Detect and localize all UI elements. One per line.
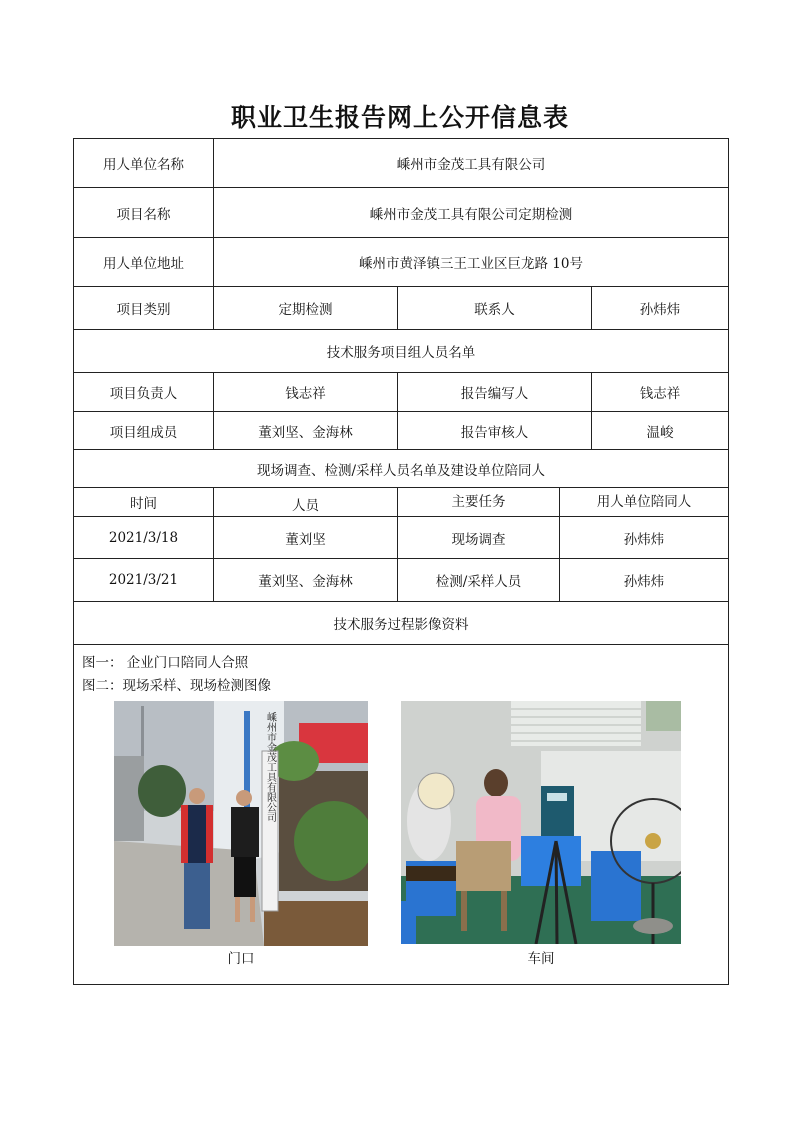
members-value: 董刘坚、金海林 bbox=[214, 412, 398, 449]
contact-label: 联系人 bbox=[398, 287, 592, 329]
leader-value: 钱志祥 bbox=[214, 373, 398, 411]
entrance-photo bbox=[114, 701, 368, 946]
row-project-type bbox=[74, 287, 728, 330]
header-staff: 人员 bbox=[214, 488, 398, 516]
project-name-value: 嵊州市金茂工具有限公司定期检测 bbox=[369, 206, 573, 223]
employer-address-label: 用人单位地址 bbox=[74, 238, 214, 286]
row-team-members bbox=[74, 412, 728, 450]
page-title: 职业卫生报告网上公开信息表 bbox=[230, 103, 569, 132]
figure1-caption: 图一： 企业门口陪同人合照 bbox=[82, 655, 249, 671]
header-task: 主要任务 bbox=[398, 488, 560, 516]
row-employer-address bbox=[74, 238, 728, 287]
fieldwork-staff: 董刘坚、金海林 bbox=[214, 559, 398, 601]
fieldwork-escort: 孙炜炜 bbox=[623, 531, 665, 548]
fieldwork-date: 2021/3/21 bbox=[74, 559, 214, 601]
header-escort: 用人单位陪同人 bbox=[596, 494, 692, 510]
members-label: 项目组成员 bbox=[74, 412, 214, 449]
employer-name-value: 嵊州市金茂工具有限公司 bbox=[396, 157, 546, 173]
team-section-title: 技术服务项目组人员名单 bbox=[326, 345, 476, 361]
header-date: 时间 bbox=[74, 488, 214, 516]
reviewer-value: 温峻 bbox=[646, 424, 674, 441]
row-project-name bbox=[74, 188, 728, 238]
reviewer-label: 报告审核人 bbox=[398, 412, 592, 449]
row-images-title bbox=[74, 602, 728, 645]
employer-name-label: 用人单位名称 bbox=[74, 139, 214, 187]
fieldwork-row bbox=[74, 559, 728, 602]
fieldwork-section-title: 现场调查、检测/采样人员名单及建设单位陪同人 bbox=[256, 462, 546, 479]
row-employer-name bbox=[74, 139, 728, 188]
figure2-caption: 图二：现场采样、现场检测图像 bbox=[82, 678, 271, 694]
fieldwork-row bbox=[74, 517, 728, 559]
contact-value: 孙炜炜 bbox=[639, 302, 681, 318]
row-fieldwork-title bbox=[74, 450, 728, 488]
fieldwork-date: 2021/3/18 bbox=[74, 517, 214, 558]
fieldwork-staff: 董刘坚 bbox=[214, 517, 398, 558]
employer-address-value: 嵊州市黄泽镇三王工业区巨龙路 10号 bbox=[359, 256, 583, 272]
writer-label: 报告编写人 bbox=[398, 373, 592, 411]
row-team-title bbox=[74, 330, 728, 373]
leader-label: 项目负责人 bbox=[74, 373, 214, 411]
workshop-photo-label: 车间 bbox=[527, 951, 555, 967]
fieldwork-task: 检测/采样人员 bbox=[398, 559, 560, 601]
workshop-photo bbox=[401, 701, 681, 944]
entrance-photo-label: 门口 bbox=[227, 951, 255, 967]
row-team-leader bbox=[74, 373, 728, 412]
project-type-label: 项目类别 bbox=[74, 287, 214, 329]
fieldwork-task: 现场调查 bbox=[398, 517, 560, 558]
svg-text:嵊州市金茂工具有限公司: 嵊州市金茂工具有限公司 bbox=[264, 712, 276, 822]
project-name-label: 项目名称 bbox=[74, 188, 214, 237]
project-type-value: 定期检测 bbox=[214, 287, 398, 329]
row-fieldwork-headers bbox=[74, 488, 728, 517]
fieldwork-escort: 孙炜炜 bbox=[623, 574, 665, 590]
images-section-title: 技术服务过程影像资料 bbox=[333, 617, 469, 633]
writer-value: 钱志祥 bbox=[639, 386, 681, 402]
info-table bbox=[73, 138, 729, 985]
